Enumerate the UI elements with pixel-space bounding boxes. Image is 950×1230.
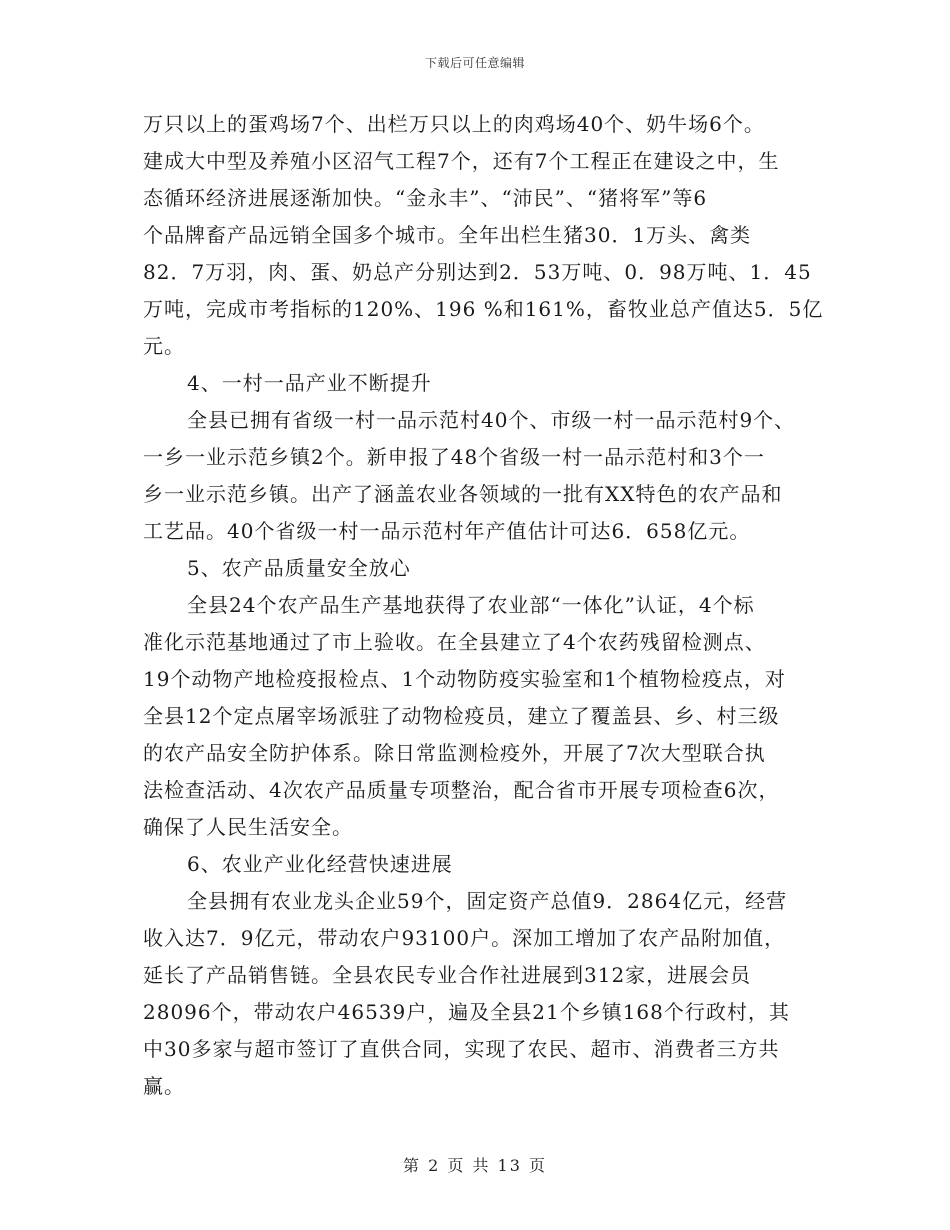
text-line: 一乡一业示范乡镇2个。新申报了48个省级一村一品示范村和3个一 [143, 445, 765, 469]
text-line: 工艺品。40个省级一村一品示范村年产值估计可达6．658亿元。 [143, 519, 751, 543]
text-line: 中30多家与超市签订了直供合同，实现了农民、超市、消费者三方共 [143, 1037, 780, 1061]
text-line: 赢。 [143, 1074, 185, 1098]
text-line: 元。 [143, 334, 185, 358]
text-line: 建成大中型及养殖小区沼气工程7个，还有7个工程正在建设之中，生 [143, 149, 780, 173]
document-body [143, 106, 824, 1105]
text-line: 的农产品安全防护体系。除日常监测检疫外，开展了7次大型联合执 [143, 741, 766, 765]
text-line: 收入达7．9亿元，带动农户93100户。深加工增加了农产品附加值， [143, 926, 786, 950]
text-line: 6、农业产业化经营快速进展 [187, 852, 453, 876]
text-line: 19个动物产地检疫报检点、1个动物防疫实验室和1个植物检疫点，对 [143, 667, 786, 691]
page-footer: 第 2 页 共 13 页 [403, 1156, 547, 1175]
text-line: 全县12个定点屠宰场派驻了动物检疫员，建立了覆盖县、乡、村三级 [143, 704, 780, 728]
text-line: 万只以上的蛋鸡场7个、出栏万只以上的肉鸡场40个、奶牛场6个。 [143, 112, 765, 136]
text-line: 准化示范基地通过了市上验收。在全县建立了4个农药残留检测点、 [143, 630, 766, 654]
text-line: 延长了产品销售链。全县农民专业合作社进展到312家，进展会员 [143, 963, 752, 987]
text-line: 法检查活动、4次农产品质量专项整治，配合省市开展专项检查6次， [143, 778, 780, 802]
text-line: 28096个，带动农户46539户，遍及全县21个乡镇168个行政村，其 [143, 1000, 790, 1024]
text-line: 全县已拥有省级一村一品示范村40个、市级一村一品示范村9个、 [187, 408, 796, 432]
text-line: 万吨，完成市考指标的120%、196 %和161%，畜牧业总产值达5．5亿 [143, 297, 824, 321]
page-header: 下载后可任意编辑 [424, 56, 525, 70]
text-line: 4、一村一品产业不断提升 [187, 371, 432, 395]
text-line: 5、农产品质量安全放心 [187, 556, 411, 580]
text-line: 确保了人民生活安全。 [143, 815, 353, 839]
text-line: 82．7万羽，肉、蛋、奶总产分别达到2．53万吨、0．98万吨、1．45 [143, 260, 812, 284]
text-line: 乡一业示范乡镇。出产了涵盖农业各领域的一批有XX特色的农产品和 [143, 482, 783, 506]
text-line: 全县24个农产品生产基地获得了农业部“一体化”认证，4个标 [187, 593, 755, 617]
text-line: 全县拥有农业龙头企业59个，固定资产总值9．2864亿元，经营 [187, 889, 788, 913]
text-line: 个品牌畜产品远销全国多个城市。全年出栏生猪30．1万头、禽类 [143, 223, 752, 247]
text-line: 态循环经济进展逐渐加快。“金永丰”、“沛民”、“猪将军”等6 [143, 186, 708, 210]
